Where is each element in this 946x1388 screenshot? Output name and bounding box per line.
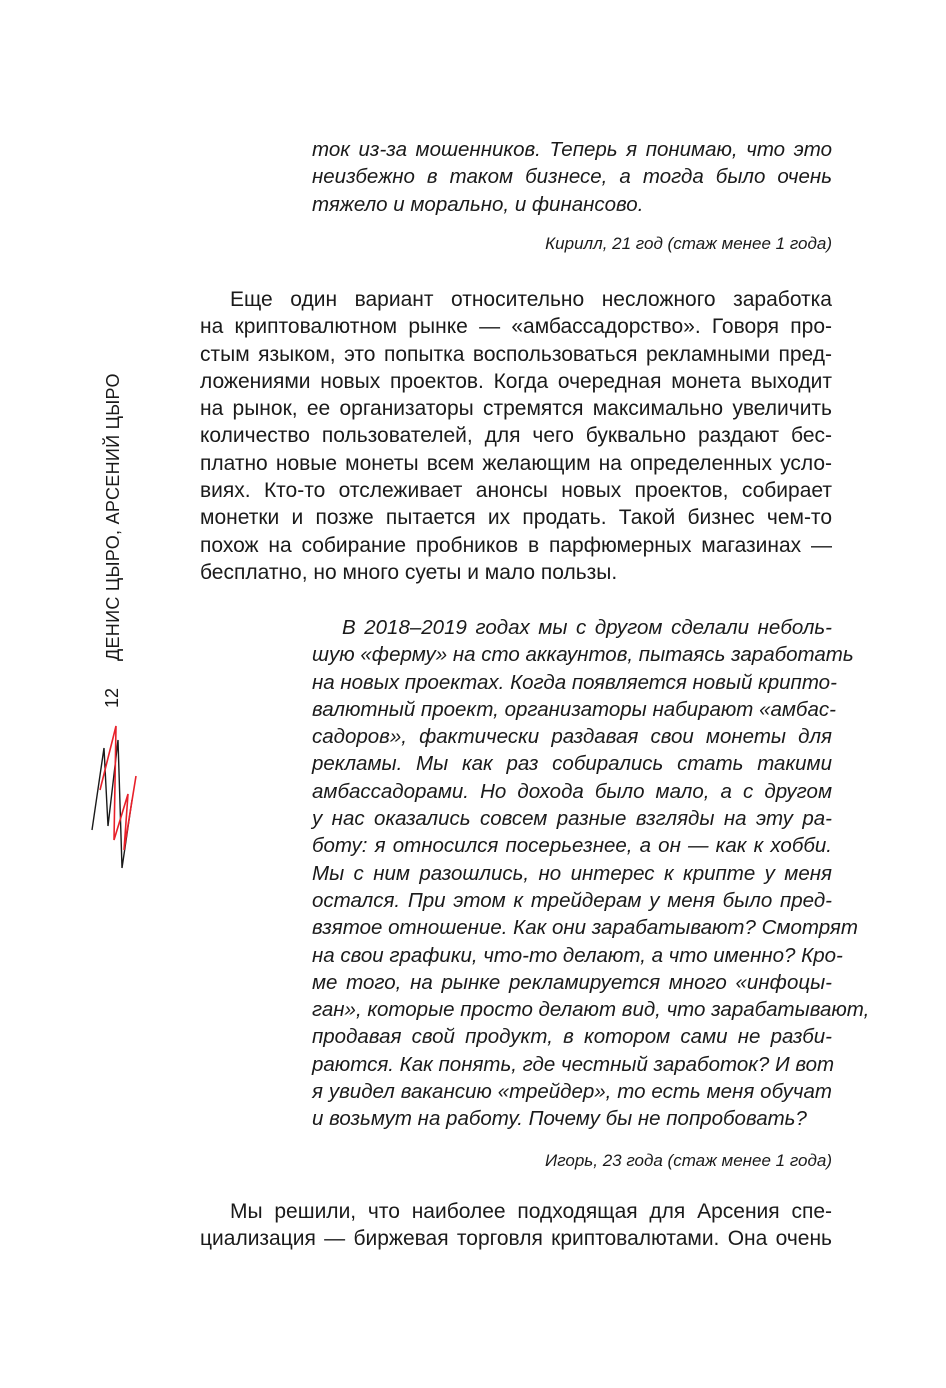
paragraph-line: виях. Кто-то отслеживает анонсы новых проектов, собирает xyxy=(200,479,832,503)
quote-line: В 2018–2019 годах мы с другом сделали неболь- xyxy=(342,616,832,639)
quote-line: ме того, на рынке рекламируется много «инфоцы- xyxy=(312,970,832,994)
quote-line: Мы с ним разошлись, но интерес к крипте у меня xyxy=(312,861,832,885)
quote-line: ток из-за мошенников. Теперь я понимаю, что это xyxy=(312,138,832,161)
quote-line: амбассадорами. Но дохода было мало, а с другом xyxy=(312,779,832,803)
quote-line: остался. При этом к трейдерам у меня было пред- xyxy=(312,888,832,912)
paragraph-line: количество пользователей, для чего буквально раздают бес- xyxy=(200,424,832,448)
quote-line: валютный проект, организаторы набирают «амбас- xyxy=(312,697,836,721)
quote-line: продавая свой продукт, в котором сами не разби- xyxy=(312,1025,832,1049)
quote-line: ган», которые просто делают вид, что зарабатывают, xyxy=(312,998,870,1022)
quote-line: и возьмут на работу. Почему бы не попробовать? xyxy=(312,1107,807,1131)
paragraph-line: на криптовалютном рынке — «амбассадорство». Говоря про- xyxy=(200,315,832,339)
quote-line: садоров», фактически раздавая свои монеты для xyxy=(312,725,832,749)
quote-line: тяжело и морально, и финансово. xyxy=(312,192,644,216)
quote-attribution-1: Кирилл, 21 год (стаж менее 1 года) xyxy=(545,234,832,253)
paragraph-line: бесплатно, но много суеты и мало пользы. xyxy=(200,560,618,584)
paragraph-line: на рынок, ее организаторы стремятся максимально увеличить xyxy=(200,397,832,421)
paragraph-line: ложениями новых проектов. Когда очередная монета выходит xyxy=(200,369,832,393)
quote-block-2 xyxy=(312,614,870,1133)
paragraph-line: похож на собирание пробников в парфюмерных магазинах — xyxy=(200,533,832,557)
running-header-authors: ДЕНИС ЦЫРО, АРСЕНИЙ ЦЫРО xyxy=(103,373,123,661)
quote-line: неизбежно в таком бизнесе, а тогда было очень xyxy=(312,165,832,189)
quote-line: на свои графики, что-то делают, а что именно? Кро- xyxy=(312,943,843,967)
paragraph-line: циализация — биржевая торговля криптовалютами. Она очень xyxy=(200,1227,832,1251)
zigzag-black-line xyxy=(92,740,132,868)
quote-line: раются. Как понять, где честный заработок? И вот xyxy=(312,1052,835,1076)
page-number: 12 xyxy=(102,687,122,708)
quote-line: взятое отношение. Как они зарабатывают? Смотрят xyxy=(312,916,858,940)
quote-line: боту: я относился посерьезнее, а он — как к хобби. xyxy=(312,834,832,858)
body-paragraph-2 xyxy=(200,1198,832,1253)
paragraph-line: Еще один вариант относительно несложного заработка xyxy=(230,288,832,311)
quote-line: шую «ферму» на сто аккаунтов, пытаясь заработать xyxy=(312,643,854,667)
quote-attribution-2: Игорь, 23 года (стаж менее 1 года) xyxy=(545,1151,832,1170)
paragraph-line: стым языком, это попытка воспользоваться рекламными пред- xyxy=(200,342,832,366)
quote-line: у нас оказались совсем разные взгляды на эту ра- xyxy=(312,807,832,831)
paragraph-line: монетки и позже пытается их продать. Такой бизнес чем-то xyxy=(200,506,832,530)
quote-line: на новых проектах. Когда появляется новый крипто- xyxy=(312,670,837,694)
quote-line: рекламы. Мы как раз собирались стать такими xyxy=(312,752,832,776)
decorative-zigzag-icon xyxy=(88,718,140,878)
quote-block-1 xyxy=(312,136,832,218)
quote-line: я увидел вакансию «трейдер», то есть меня обучат xyxy=(312,1080,832,1104)
paragraph-line: Мы решили, что наиболее подходящая для Арсения спе- xyxy=(230,1200,832,1223)
body-paragraph-1 xyxy=(200,286,832,586)
paragraph-line: платно новые монеты всем желающим на определенных усло- xyxy=(200,451,832,475)
